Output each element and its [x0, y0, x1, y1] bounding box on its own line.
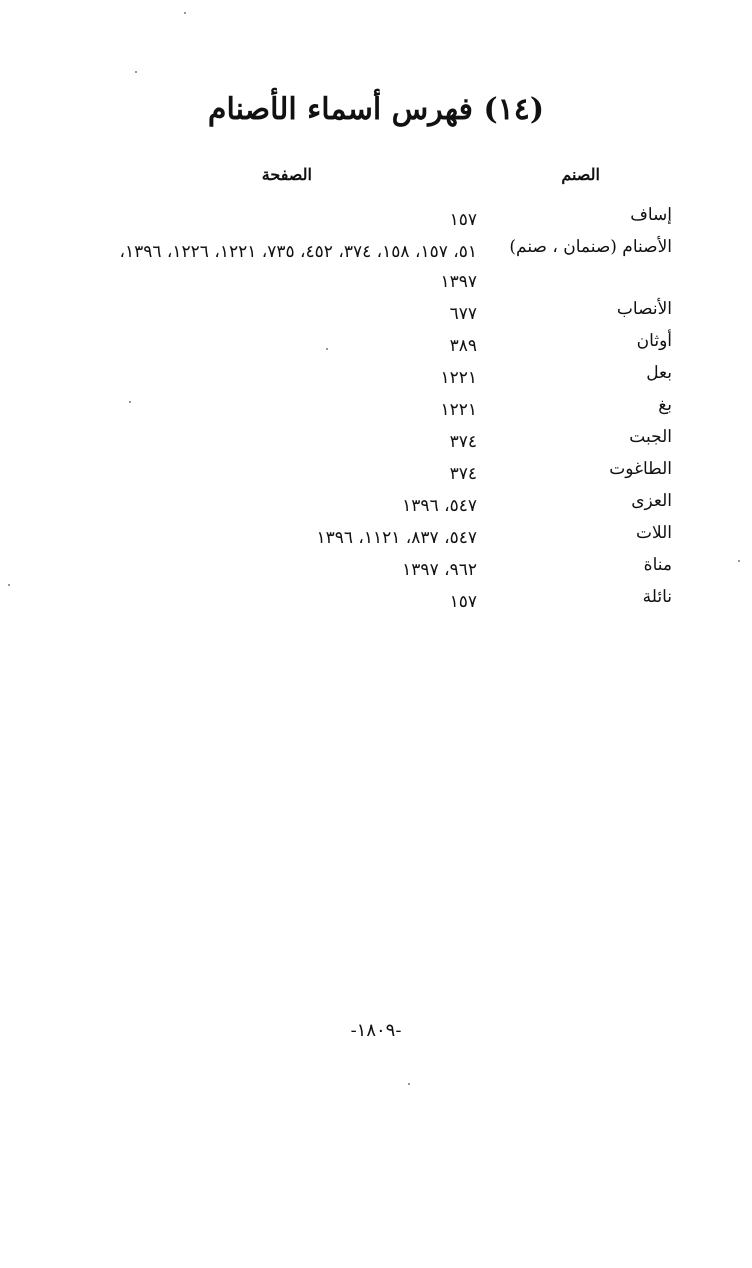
page-number: -١٨٠٩-: [350, 1020, 402, 1041]
entry-pages: ٥٤٧، ٨٣٧، ١١٢١، ١٣٩٦: [316, 528, 477, 548]
index-entry: [32, 427, 672, 459]
scan-speck: [135, 71, 137, 73]
scan-speck: [326, 348, 328, 350]
index-title: (١٤) فهرس أسماء الأصنام: [207, 92, 545, 127]
scan-speck: [408, 1083, 410, 1085]
scan-speck: [129, 401, 131, 403]
index-entry: [32, 491, 672, 523]
entry-name: بغ: [658, 395, 672, 415]
idol-column-header: الصنم: [561, 165, 600, 184]
entry-pages: ١٥٧: [449, 592, 477, 612]
entry-name: بعل: [646, 363, 672, 383]
index-entry: [32, 459, 672, 491]
page-column-header: الصفحة: [261, 165, 312, 184]
entry-name: الأصنام (صنمان ، صنم): [509, 237, 672, 257]
entry-name: العزى: [631, 491, 672, 511]
index-entry: [32, 299, 672, 331]
entry-pages: ٥١، ١٥٧، ١٥٨، ٣٧٤، ٤٥٢، ٧٣٥، ١٢٢١، ١٢٢٦، ١٣٩٦، ١٣٩٧: [119, 242, 477, 292]
index-entry: [32, 363, 672, 395]
entry-name: الطاغوت: [609, 459, 672, 479]
entry-pages: ٩٦٢، ١٣٩٧: [402, 560, 477, 580]
index-entry: [32, 523, 672, 555]
entry-name: مناة: [643, 555, 672, 575]
scan-speck: [738, 560, 740, 562]
entry-pages: ٣٧٤: [449, 432, 477, 452]
scan-speck: [8, 584, 10, 586]
entry-name: أوثان: [636, 331, 672, 351]
entry-pages: ٥٤٧، ١٣٩٦: [402, 496, 477, 516]
scan-speck: [184, 12, 186, 14]
entry-name: الأنصاب: [616, 299, 672, 319]
index-entry: [32, 205, 672, 237]
index-entry: [32, 555, 672, 587]
index-entry: [32, 395, 672, 427]
entry-name: الجبت: [629, 427, 672, 447]
entry-pages: ٦٧٧: [449, 304, 477, 324]
entry-pages: ٣٧٤: [449, 464, 477, 484]
index-entries: [32, 205, 672, 619]
entry-name: اللات: [635, 523, 672, 543]
entry-pages: ١٢٢١: [440, 400, 477, 420]
entry-pages: ٣٨٩: [449, 336, 477, 356]
entry-name: إساف: [630, 205, 672, 225]
index-entry: [32, 331, 672, 363]
entry-name: نائلة: [642, 587, 672, 607]
entry-pages: ١٢٢١: [440, 368, 477, 388]
index-entry: [32, 237, 672, 299]
entry-pages: ١٥٧: [449, 210, 477, 230]
index-entry: [32, 587, 672, 619]
